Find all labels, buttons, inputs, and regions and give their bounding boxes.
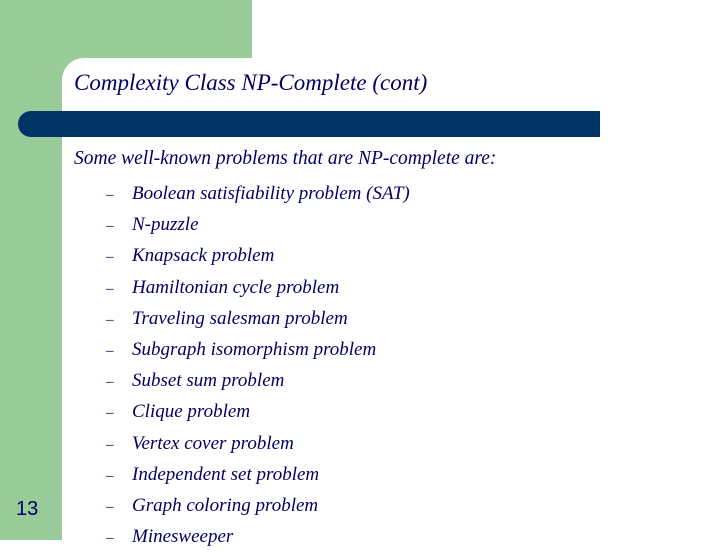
page-number: 13 (16, 498, 39, 520)
list-item (106, 305, 410, 336)
list-item-text: Hamiltonian cycle problem (132, 276, 340, 298)
list-item (106, 461, 410, 492)
bullet-dash: – (106, 498, 114, 515)
bullet-dash: – (106, 187, 114, 203)
bullet-dash: – (106, 218, 114, 235)
list-item (106, 336, 410, 367)
bullet-dash: – (106, 280, 114, 297)
list-item-text: N-puzzle (132, 214, 199, 236)
bullet-dash: – (106, 311, 114, 328)
list-item (106, 180, 410, 211)
list-item-text: Minesweeper (132, 526, 234, 548)
list-item (106, 523, 410, 554)
list-item-text: Independent set problem (132, 463, 320, 485)
list-item-text: Subset sum problem (132, 370, 285, 392)
bullet-dash: – (106, 530, 114, 547)
intro-text: Some well-known problems that are NP-complete are: (74, 148, 497, 169)
list-item (106, 398, 410, 429)
title-underline-bar (18, 111, 600, 137)
bullet-dash: – (106, 405, 114, 422)
list-item (106, 211, 410, 242)
bullet-dash: – (106, 467, 114, 484)
bullet-dash: – (106, 374, 114, 391)
problem-list (106, 180, 410, 554)
bullet-dash: – (106, 342, 114, 359)
list-item-text: Subgraph isomorphism problem (132, 338, 377, 360)
list-item-text: Vertex cover problem (132, 432, 294, 454)
list-item-text: Boolean satisfiability problem (SAT) (132, 183, 410, 204)
list-item (106, 367, 410, 398)
list-item-text: Knapsack problem (132, 245, 275, 267)
list-item-text: Graph coloring problem (132, 494, 319, 516)
list-item-text: Traveling salesman problem (132, 307, 348, 329)
list-item (106, 274, 410, 305)
list-item (106, 430, 410, 461)
list-item (106, 242, 410, 273)
bullet-dash: – (106, 249, 114, 266)
bullet-dash: – (106, 436, 114, 453)
list-item (106, 492, 410, 523)
list-item-text: Clique problem (132, 401, 251, 423)
slide-title: Complexity Class NP-Complete (cont) (74, 70, 428, 95)
